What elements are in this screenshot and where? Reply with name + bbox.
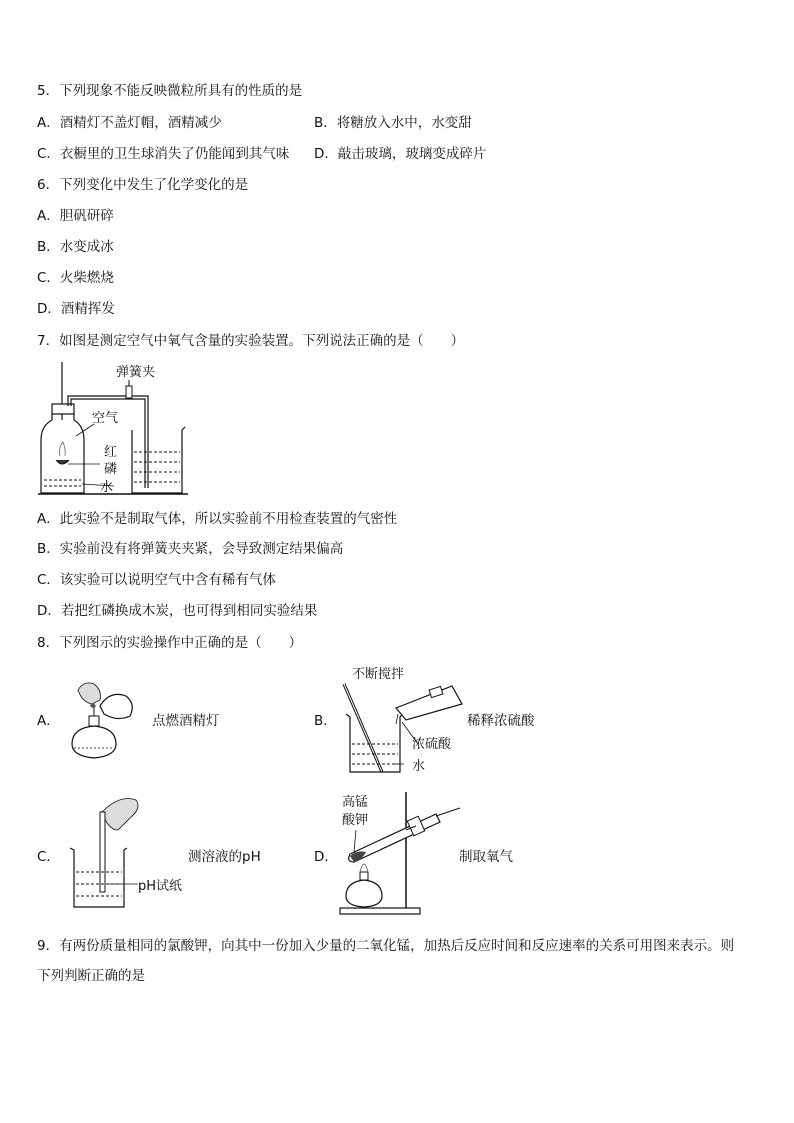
q7-stem: 7．如图是测定空气中氧气含量的实验装置。下列说法正确的是（ ） bbox=[37, 333, 465, 349]
q8-option-d-letter[interactable]: D． bbox=[314, 849, 338, 865]
q8-b-label-stir: 不断搅拌 bbox=[352, 667, 405, 682]
q7-option-a[interactable]: A．此实验不是制取气体，所以实验前不用检查装置的气密性 bbox=[37, 511, 398, 527]
q6-option-d[interactable]: D．酒精挥发 bbox=[37, 301, 115, 317]
q6-stem: 6．下列变化中发生了化学变化的是 bbox=[37, 177, 249, 193]
q7-label-phosphorus: 磷 bbox=[104, 462, 118, 477]
q7-option-d[interactable]: D．若把红磷换成木炭，也可得到相同实验结果 bbox=[37, 603, 318, 619]
q8-option-b-caption: 稀释浓硫酸 bbox=[467, 713, 535, 729]
q6-option-b[interactable]: B．水变成冰 bbox=[37, 239, 114, 255]
q7-apparatus-figure bbox=[38, 360, 198, 500]
q8-option-d-figure bbox=[336, 790, 466, 918]
q8-option-b-letter[interactable]: B． bbox=[314, 713, 337, 729]
q6-option-a[interactable]: A．胆矾研碎 bbox=[37, 208, 114, 224]
q5-stem: 5．下列现象不能反映微粒所具有的性质的是 bbox=[37, 83, 303, 99]
q6-option-c[interactable]: C．火柴燃烧 bbox=[37, 270, 114, 286]
q8-d-label-reagent-1: 高锰 bbox=[342, 795, 369, 810]
q7-label-water: 水 bbox=[100, 480, 114, 495]
q7-label-clamp: 弹簧夹 bbox=[116, 365, 156, 380]
q5-option-a[interactable]: A．酒精灯不盖灯帽，酒精减少 bbox=[37, 115, 222, 131]
q8-option-c-caption: 测溶液的pH bbox=[188, 849, 261, 865]
q7-option-b[interactable]: B．实验前没有将弹簧夹夹紧，会导致测定结果偏高 bbox=[37, 541, 344, 557]
q7-label-air: 空气 bbox=[92, 411, 119, 426]
q8-b-label-water: 水 bbox=[412, 759, 426, 774]
q7-label-red: 红 bbox=[104, 445, 118, 460]
q8-c-label-paper: pH试纸 bbox=[138, 879, 183, 894]
q8-d-label-reagent-2: 酸钾 bbox=[342, 813, 369, 828]
q5-option-d[interactable]: D．敲击玻璃，玻璃变成碎片 bbox=[314, 146, 487, 162]
q9-stem-line-2: 下列判断正确的是 bbox=[37, 968, 145, 984]
q5-option-c[interactable]: C．衣橱里的卫生球消失了仍能闻到其气味 bbox=[37, 146, 290, 162]
q8-option-a-figure bbox=[64, 676, 144, 766]
q8-option-c-figure bbox=[70, 790, 190, 910]
q5-option-b[interactable]: B．将糖放入水中，水变甜 bbox=[314, 115, 472, 131]
q8-option-a-caption: 点燃酒精灯 bbox=[152, 713, 220, 729]
q7-option-c[interactable]: C．该实验可以说明空气中含有稀有气体 bbox=[37, 572, 276, 588]
q9-stem-line-1: 9．有两份质量相同的氯酸钾，向其中一份加入少量的二氧化锰，加热后反应时间和反应速率的关系可用图来表示。则 bbox=[37, 938, 735, 954]
q8-option-c-letter[interactable]: C． bbox=[37, 849, 60, 865]
q8-option-d-caption: 制取氧气 bbox=[459, 849, 513, 865]
q8-stem: 8．下列图示的实验操作中正确的是（ ） bbox=[37, 635, 303, 651]
q8-b-label-acid: 浓硫酸 bbox=[412, 737, 452, 752]
q8-option-a-letter[interactable]: A． bbox=[37, 713, 60, 729]
